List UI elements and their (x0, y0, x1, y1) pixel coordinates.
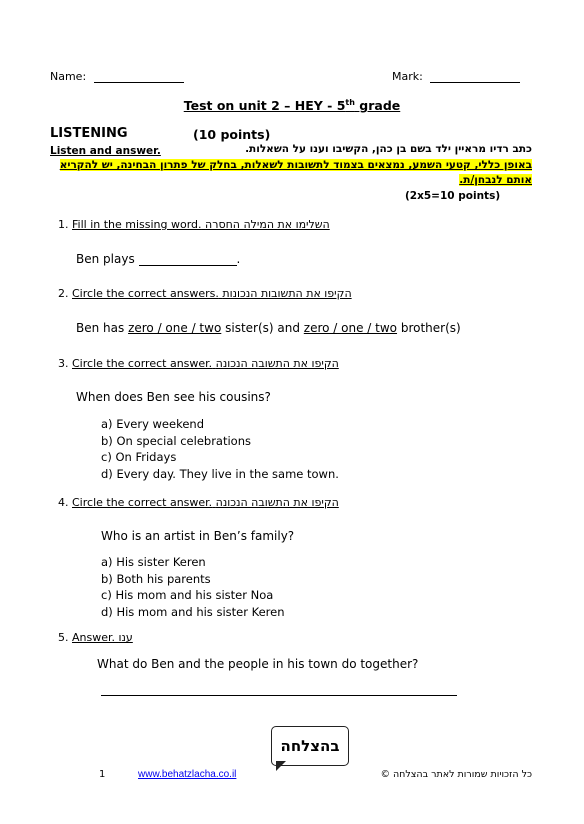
hebrew-intro: כתב רדיו מראיין ילד בשם בן כהן, הקשיבו וענו על השאלות. (245, 143, 532, 155)
q3-option-b[interactable]: b) On special celebrations (101, 433, 251, 448)
q5-instruction: 5. Answer. ענו (58, 631, 133, 644)
scoring-note: (2x5=10 points) (405, 190, 501, 202)
mark-label: Mark: (392, 70, 423, 83)
q3-option-d[interactable]: d) Every day. They live in the same town. (101, 466, 339, 481)
q4-question: Who is an artist in Ben’s family? (101, 529, 295, 543)
q2-brother-choice[interactable]: zero / one / two (303, 321, 398, 335)
mark-field (392, 70, 520, 83)
name-blank[interactable] (94, 70, 184, 83)
q2-sister-choice[interactable]: zero / one / two (128, 321, 222, 335)
q2-instruction: 2. Circle the correct answers. הקיפו את התשובות הנכונות (58, 287, 352, 300)
q4-option-a[interactable]: a) His sister Keren (101, 555, 206, 569)
q4-option-c[interactable]: c) His mom and his sister Noa (101, 588, 274, 602)
mark-blank[interactable] (430, 70, 520, 83)
q4-options (101, 554, 284, 620)
page-title: Test on unit 2 – HEY - 5th grade (183, 98, 401, 114)
q4-instruction: 4. Circle the correct answer. הקיפו את התשובה הנכונה (58, 496, 339, 509)
q3-instruction: 3. Circle the correct answer. הקיפו את התשובה הנכונה (58, 357, 339, 370)
q2-sentence: Ben has zero / one / two sister(s) and zero / one / two brother(s) (76, 321, 461, 335)
q5-answer-line[interactable] (101, 695, 457, 696)
hebrew-note-line2: אותם לנבחן/ת. (459, 174, 532, 186)
name-field (50, 70, 184, 83)
website-link[interactable]: www.behatzlacha.co.il (138, 769, 237, 780)
q5-question: What do Ben and the people in his town do together? (97, 657, 419, 671)
copyright-notice: כל הזכויות שמורות לאתר בהצלחה © (380, 769, 532, 780)
q4-option-b[interactable]: b) Both his parents (101, 571, 211, 586)
listening-points: (10 points) (193, 127, 271, 142)
listen-label: Listen and answer. (50, 145, 161, 157)
listening-heading: LISTENING (50, 126, 128, 141)
q3-question: When does Ben see his cousins? (76, 390, 271, 404)
q3-option-a[interactable]: a) Every weekend (101, 417, 204, 431)
name-label: Name: (50, 70, 87, 83)
q3-options (101, 416, 339, 482)
hebrew-note-line1: באופן כללי, קטעי השמע, נמצאים בצמוד לתשובות לשאלות, בחלק של פתרון הבחינה, יש להקריא (59, 159, 532, 171)
q1-sentence: Ben plays . (76, 252, 241, 266)
q3-option-c[interactable]: c) On Fridays (101, 450, 177, 464)
page-number: 1 (99, 769, 106, 780)
logo-speech-tail (276, 761, 286, 771)
q1-instruction: 1. Fill in the missing word. השלימו את המילה החסרה (58, 218, 330, 231)
q4-option-d[interactable]: d) His mom and his sister Keren (101, 604, 285, 619)
behatzlacha-logo: בהצלחה (271, 726, 349, 766)
q1-answer-blank[interactable] (139, 252, 237, 266)
